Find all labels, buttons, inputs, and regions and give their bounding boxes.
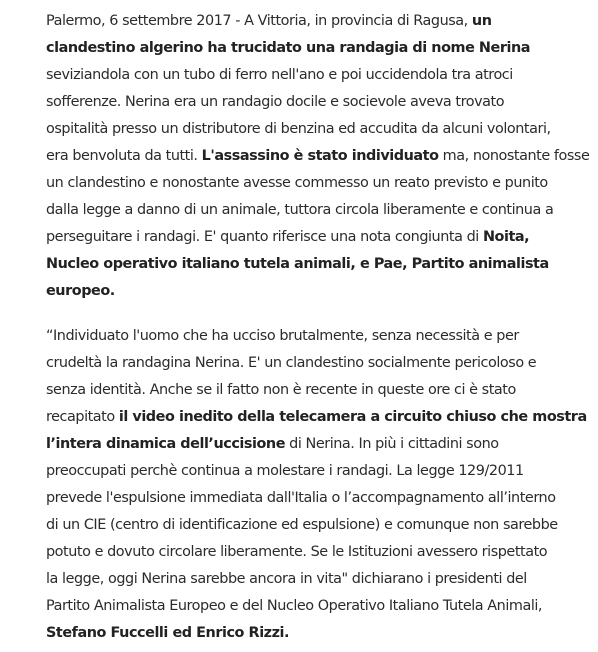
- bold-text: europeo.: [46, 283, 115, 299]
- article-paragraph: [46, 323, 587, 647]
- body-text: la legge, oggi Nerina sarebbe ancora in vita" dichiarano i presidenti del: [46, 571, 527, 587]
- body-text: ma, nonostante fosse: [438, 148, 590, 164]
- body-text: di Nerina. In più i cittadini sono: [285, 436, 499, 452]
- body-text: era benvoluta da tutti.: [46, 148, 202, 164]
- body-text: di un CIE (centro di identificazione ed espulsione) e comunque non sarebbe: [46, 517, 558, 533]
- body-text: Partito Animalista Europeo e del Nucleo Operativo Italiano Tutela Animali,: [46, 598, 543, 614]
- body-text: sofferenze. Nerina era un randagio docile e socievole aveva trovato: [46, 94, 505, 110]
- body-text: preoccupati perchè continua a molestare i randagi. La legge 129/2011: [46, 463, 524, 479]
- text-line: [46, 566, 546, 593]
- body-text: seviziandola con un tubo di ferro nell'ano e poi uccidendola tra atroci: [46, 67, 513, 83]
- body-text: potuto e dovuto circolare liberamente. Se le Istituzioni avessero rispettato: [46, 544, 548, 560]
- bold-text: il video inedito della telecamera a circuito chiuso che mostra: [118, 409, 587, 425]
- text-line: [46, 251, 549, 278]
- bold-text: Stefano Fuccelli ed Enrico Rizzi.: [46, 625, 290, 641]
- text-line: [46, 89, 546, 116]
- bold-text: Nucleo operativo italiano tutela animali, e Pae, Partito animalista: [46, 256, 549, 272]
- body-text: senza identità. Anche se il fatto non è recente in queste ore ci è stato: [46, 382, 516, 398]
- body-text: prevede l'espulsione immediata dall'Italia o l’accompagnamento all’interno: [46, 490, 556, 506]
- body-text: perseguitare i randagi. E' quanto riferisce una nota congiunta di: [46, 229, 483, 245]
- text-line: [46, 278, 546, 305]
- body-text: Palermo, 6 settembre 2017 - A Vittoria, in provincia di Ragusa,: [46, 13, 472, 29]
- body-text: recapitato: [46, 409, 119, 425]
- text-line: [46, 8, 546, 35]
- article-paragraph: [46, 8, 590, 305]
- text-line: [46, 539, 546, 566]
- text-line: [46, 512, 558, 539]
- body-text: “Individuato l'uomo che ha ucciso brutalmente, senza necessità e per: [46, 328, 519, 344]
- body-text: un clandestino e nonostante avesse commesso un reato previsto e punito: [46, 175, 548, 191]
- bold-text: L'assassino è stato individuato: [201, 148, 439, 164]
- text-line: [46, 377, 546, 404]
- bold-text: Noita,: [482, 229, 530, 245]
- article-body: [46, 8, 590, 647]
- body-text: dalla legge a danno di un animale, tuttora circola liberamente e continua a: [46, 202, 554, 218]
- text-line: [46, 224, 546, 251]
- body-text: ospitalità presso un distributore di benzina ed accudita da alcuni volontari,: [46, 121, 551, 137]
- bold-text: un: [471, 13, 492, 29]
- text-line: [46, 323, 546, 350]
- bold-text: clandestino algerino ha trucidato una randagia di nome Nerina: [46, 40, 531, 56]
- text-line: [46, 197, 554, 224]
- text-line: [46, 170, 546, 197]
- body-text: crudeltà la randagina Nerina. E' un clandestino socialmente pericoloso e: [46, 355, 537, 371]
- bold-text: l’intera dinamica dell’uccisione: [46, 436, 286, 452]
- text-line: [46, 116, 551, 143]
- text-line: [46, 458, 546, 485]
- text-line: [46, 431, 546, 458]
- text-line: [46, 62, 546, 89]
- text-line: [46, 485, 556, 512]
- text-line: [46, 593, 546, 620]
- text-line: [46, 404, 587, 431]
- text-line: [46, 143, 590, 170]
- text-line: [46, 620, 546, 647]
- text-line: [46, 350, 546, 377]
- text-line: [46, 35, 546, 62]
